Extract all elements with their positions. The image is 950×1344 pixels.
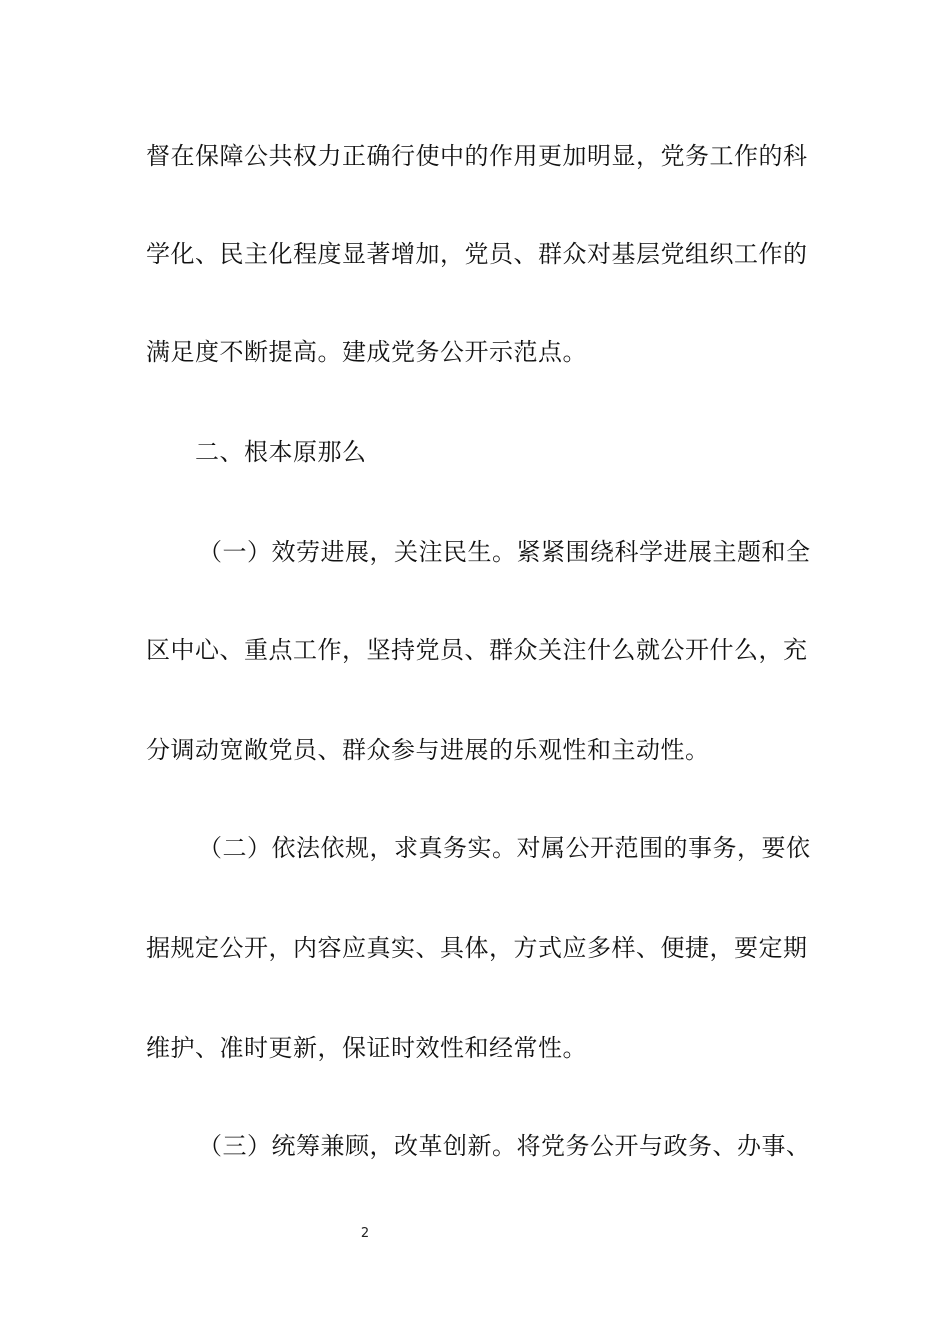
paragraph-line: （三）统筹兼顾，改革创新。将党务公开与政务、办事、 bbox=[198, 1132, 811, 1160]
paragraph-line: （一）效劳进展，关注民生。紧紧围绕科学进展主题和全 bbox=[198, 538, 811, 566]
section-heading: 二、根本原那么 bbox=[195, 438, 367, 466]
paragraph-line: 据规定公开，内容应真实、具体，方式应多样、便捷，要定期 bbox=[146, 934, 808, 962]
paragraph-line: （二）依法依规，求真务实。对属公开范围的事务，要依 bbox=[198, 834, 811, 862]
paragraph-line: 维护、准时更新，保证时效性和经常性。 bbox=[146, 1034, 587, 1062]
paragraph-line: 学化、民主化程度显著增加，党员、群众对基层党组织工作的 bbox=[146, 240, 808, 268]
paragraph-line: 督在保障公共权力正确行使中的作用更加明显，党务工作的科 bbox=[146, 142, 808, 170]
paragraph-line: 满足度不断提高。建成党务公开示范点。 bbox=[146, 338, 587, 366]
page-number: 2 bbox=[360, 1226, 370, 1241]
paragraph-line: 分调动宽敞党员、群众参与进展的乐观性和主动性。 bbox=[146, 736, 710, 764]
paragraph-line: 区中心、重点工作，坚持党员、群众关注什么就公开什么，充 bbox=[146, 636, 808, 664]
